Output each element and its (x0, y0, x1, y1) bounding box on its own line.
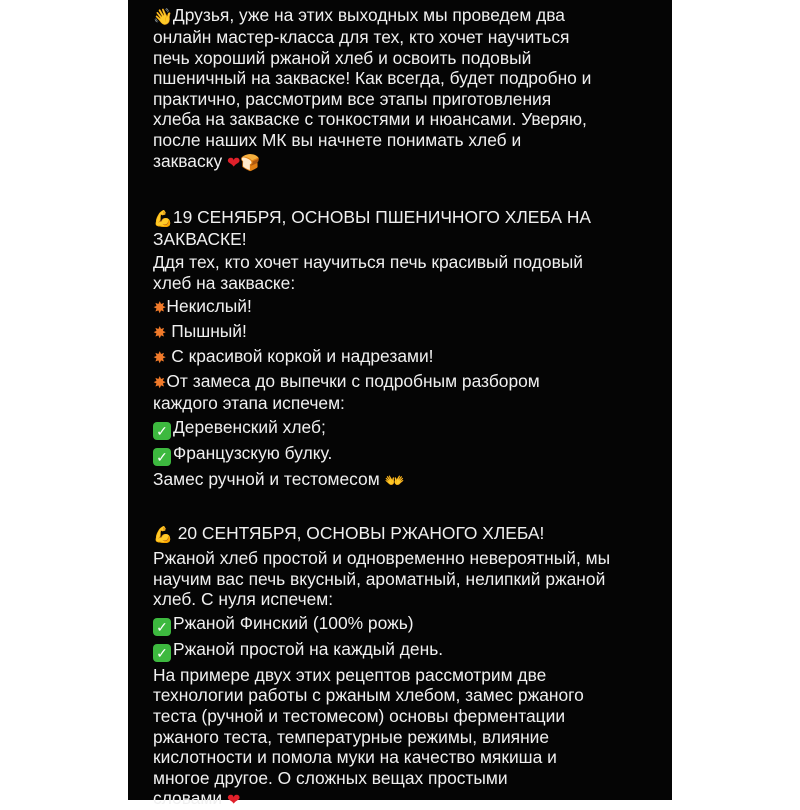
section2-body: ржаного теста, температурные режимы, влияние (153, 726, 550, 747)
bullet-item: ✸ С красивой коркой и надрезами! (153, 346, 434, 368)
waving-hand-icon: 👋 (153, 9, 173, 26)
intro-line: после наших МК вы начнете понимать хлеб и (153, 129, 522, 150)
bullet-item: ✸ Пышный! (153, 321, 247, 343)
section2-body: кислотности и помола муки на качество мякиша и (153, 747, 557, 768)
bullet-continuation: каждого этапа испечем: (153, 393, 345, 414)
collision-icon: ✸ (153, 325, 167, 343)
intro-line: онлайн мастер-класса для тех, кто хочет научиться (153, 27, 570, 47)
section1-heading: 💪19 СЕНЯБРЯ, ОСНОВЫ ПШЕНИЧНОГО ХЛЕБА НА (153, 206, 592, 228)
flexed-biceps-icon: 💪 (153, 526, 173, 544)
check-item: ✓ Ржаной Финский (100% рожь) (153, 613, 663, 636)
flexed-biceps-icon: 💪 (153, 210, 173, 228)
post-panel (128, 0, 672, 810)
section1-footer: Замес ручной и тестомесом 👐 (153, 468, 405, 490)
bullet-item: ✸Некислый! (153, 296, 252, 318)
intro-line: хлеба на закваске с тонкостями и нюансами. Уверяю, (153, 109, 587, 130)
section1-desc: хлеб на закваске: (153, 272, 296, 293)
collision-icon: ✸ (153, 375, 167, 393)
section2-desc: хлеб. С нуля испечем: (153, 589, 334, 610)
section2-body: На примере двух этих рецептов рассмотрим две (153, 664, 547, 685)
check-icon: ✓ (153, 644, 171, 662)
check-icon: ✓ (153, 422, 171, 440)
raising-hands-icon: 👐 (384, 472, 405, 490)
section2-body: теста (ручной и тестомесом) основы ферментации (153, 705, 566, 726)
check-icon: ✓ (153, 618, 171, 636)
section1-desc: Ддя тех, кто хочет научиться печь красивый подовый (153, 252, 584, 273)
heart-icon: ❤ (227, 154, 241, 172)
section1-heading: ЗАКВАСКЕ! (153, 228, 247, 249)
post-text (153, 5, 663, 810)
intro-line: печь хороший ржаной хлеб и освоить подовый (153, 47, 532, 68)
collision-icon: ✸ (153, 350, 167, 368)
section2-body: технологии работы с ржаным хлебом, замес ржаного (153, 685, 584, 706)
collision-icon: ✸ (153, 300, 167, 318)
section2-heading: 💪 20 СЕНТЯБРЯ, ОСНОВЫ РЖАНОГО ХЛЕБА! (153, 522, 545, 544)
bread-icon: 🍞 (240, 154, 261, 172)
section2-desc: Ржаной хлеб простой и одновременно невероятный, мы (153, 547, 611, 568)
heart-icon: ❤ (226, 792, 241, 810)
section2-body: словами ❤ (153, 788, 241, 810)
intro-line: пшеничный на закваске! Как всегда, будет подробно и (153, 68, 592, 89)
check-item: ✓ Деревенский хлеб; (153, 417, 663, 440)
check-item: ✓ Ржаной простой на каждый день. (153, 639, 663, 662)
intro-line: 👋Друзья, уже на этих выходных мы проведем два (153, 5, 565, 26)
section2-desc: научим вас печь вкусный, ароматный, нелипкий ржаной (153, 568, 606, 589)
bullet-item: ✸От замеса до выпечки с подробным разбором (153, 371, 540, 393)
check-item: ✓ Французскую булку. (153, 443, 663, 466)
section2-body: многое другое. О сложных вещах простыми (153, 767, 508, 788)
intro-line: практично, рассмотрим все этапы приготовления (153, 88, 552, 109)
check-icon: ✓ (153, 448, 171, 466)
intro-line: закваску ❤🍞 (153, 150, 261, 172)
